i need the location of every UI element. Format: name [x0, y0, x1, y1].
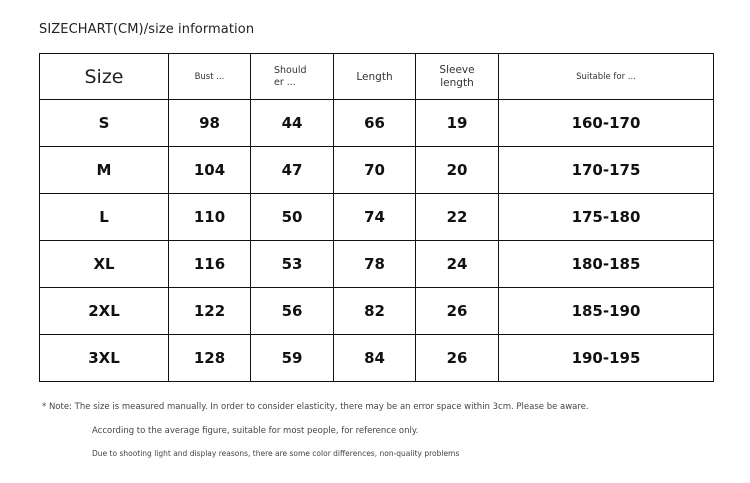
cell-shoulder: 53 — [251, 241, 334, 288]
header-shoulder-line2: er ... — [274, 76, 296, 88]
cell-bust: 98 — [169, 100, 251, 147]
cell-suitable: 180-185 — [499, 241, 714, 288]
cell-length: 78 — [334, 241, 416, 288]
cell-bust: 128 — [169, 335, 251, 382]
cell-suitable: 170-175 — [499, 147, 714, 194]
size-chart-title: SIZECHART(CM)/size information — [39, 22, 255, 37]
table-row — [40, 100, 714, 147]
cell-shoulder: 44 — [251, 100, 334, 147]
cell-suitable: 175-180 — [499, 194, 714, 241]
cell-size: 2XL — [40, 288, 169, 335]
header-length: Length — [334, 54, 416, 100]
cell-length: 74 — [334, 194, 416, 241]
cell-shoulder: 50 — [251, 194, 334, 241]
cell-size: XL — [40, 241, 169, 288]
header-sleeve — [416, 54, 499, 100]
cell-bust: 104 — [169, 147, 251, 194]
cell-bust: 110 — [169, 194, 251, 241]
header-row — [40, 54, 714, 100]
cell-bust: 116 — [169, 241, 251, 288]
reference-note: According to the average figure, suitable for most people, for reference only. — [92, 426, 419, 436]
cell-suitable: 190-195 — [499, 335, 714, 382]
cell-length: 70 — [334, 147, 416, 194]
cell-bust: 122 — [169, 288, 251, 335]
cell-length: 66 — [334, 100, 416, 147]
header-shoulder — [251, 54, 334, 100]
cell-sleeve: 22 — [416, 194, 499, 241]
header-sleeve-line1: Sleeve — [439, 63, 475, 76]
header-bust: Bust ... — [169, 54, 251, 100]
header-shoulder-line1: Should — [274, 64, 307, 76]
cell-sleeve: 26 — [416, 335, 499, 382]
measurement-note: * Note: The size is measured manually. In order to consider elasticity, there may be an error space within 3cm. Please be aware. — [42, 402, 589, 412]
table-row — [40, 194, 714, 241]
table-row — [40, 241, 714, 288]
cell-sleeve: 24 — [416, 241, 499, 288]
size-chart-table — [39, 53, 714, 382]
cell-length: 82 — [334, 288, 416, 335]
cell-size: L — [40, 194, 169, 241]
table-row — [40, 335, 714, 382]
table-row — [40, 288, 714, 335]
cell-length: 84 — [334, 335, 416, 382]
cell-size: M — [40, 147, 169, 194]
cell-shoulder: 47 — [251, 147, 334, 194]
cell-sleeve: 26 — [416, 288, 499, 335]
cell-sleeve: 19 — [416, 100, 499, 147]
cell-shoulder: 59 — [251, 335, 334, 382]
cell-size: 3XL — [40, 335, 169, 382]
header-suitable: Suitable for ... — [499, 54, 714, 100]
header-sleeve-line2: length — [440, 76, 474, 89]
cell-suitable: 185-190 — [499, 288, 714, 335]
cell-sleeve: 20 — [416, 147, 499, 194]
color-difference-note: Due to shooting light and display reasons, there are some color differences, non-quality problems — [92, 449, 460, 458]
cell-size: S — [40, 100, 169, 147]
table-row — [40, 147, 714, 194]
cell-shoulder: 56 — [251, 288, 334, 335]
header-size: Size — [40, 54, 169, 100]
cell-suitable: 160-170 — [499, 100, 714, 147]
